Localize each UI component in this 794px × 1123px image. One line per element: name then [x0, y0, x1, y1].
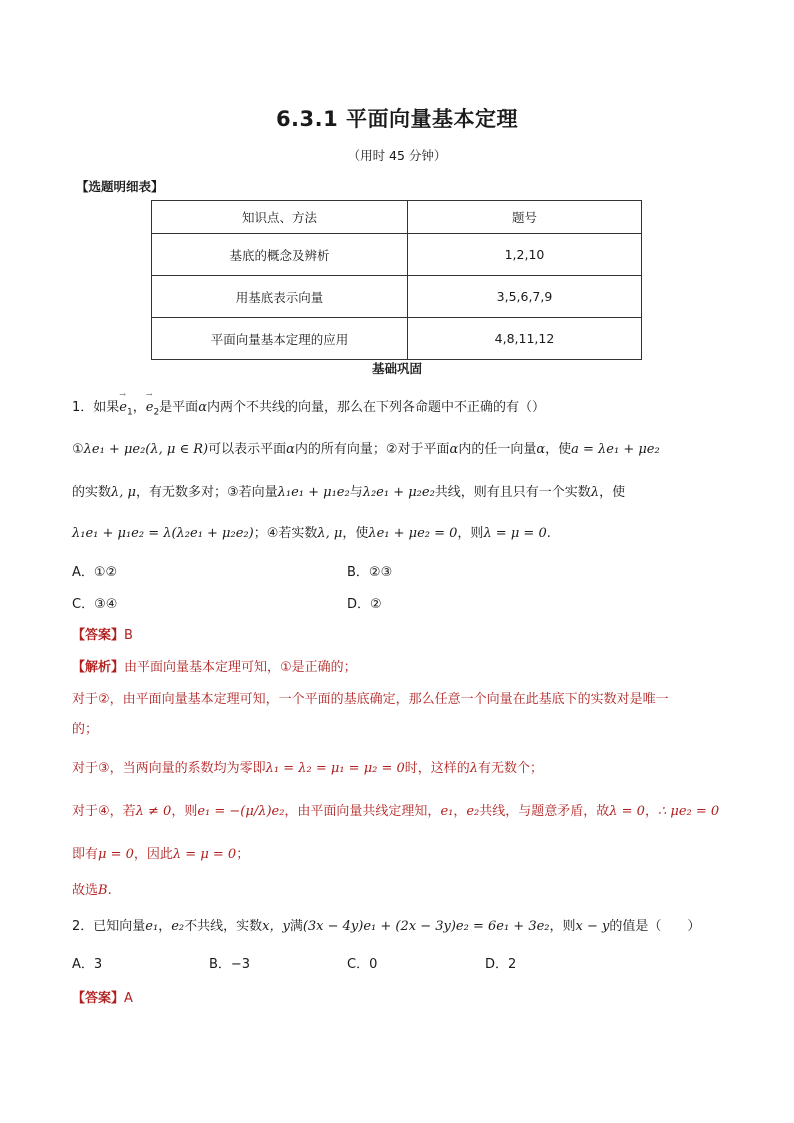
- answer-label: 【答案】: [72, 628, 125, 643]
- q1-text: ，有无数多对；③若向量: [135, 485, 278, 500]
- table-cell: 1,2,10: [408, 234, 642, 276]
- q2-stem-text: ，: [158, 919, 172, 934]
- q1-option-b: B．②③: [347, 565, 393, 580]
- math-expression: a = λe₁ + μe₂: [571, 442, 660, 457]
- table-header-row: [152, 201, 642, 234]
- math-expression: λ ≠ 0: [135, 804, 172, 819]
- math-expression: x − y: [575, 919, 610, 934]
- q1-option-a: A．①②: [72, 565, 118, 580]
- math-expression: ∴ μe₂ = 0: [657, 804, 720, 819]
- math-expression: λ₂e₁ + μ₂e₂: [362, 485, 435, 500]
- q2-option-b: B．−3: [209, 957, 251, 972]
- math-expression: λ, μ: [317, 526, 343, 541]
- table-row: [152, 276, 642, 318]
- analysis-text: 故选: [72, 883, 99, 898]
- q1-stem: 1．如果→ $e_1$，→ $e_2$是平面α内两个不共线的向量，那么在下列各命题中不正确的有（）: [72, 396, 545, 418]
- q1-line-3: [72, 481, 625, 500]
- q2-stem: [72, 915, 700, 934]
- q1-option-c: C．③④: [72, 597, 118, 612]
- q1-text: ，使: [545, 442, 572, 457]
- answer-value: A: [124, 991, 133, 1006]
- q2-stem-text: 满: [289, 919, 303, 934]
- table-cell: 4,8,11,12: [408, 318, 642, 360]
- q1-analysis-line-2: 对于②，由平面向量基本定理可知，一个平面的基底确定，那么任意一个向量在此基底下的实数对是唯一: [72, 692, 669, 707]
- q1-stem-text: 是平面: [159, 400, 199, 415]
- math-expression: λ₁ = λ₂ = μ₁ = μ₂ = 0: [265, 761, 405, 776]
- analysis-text: ，则: [171, 804, 198, 819]
- q2-stem-text: 2．已知向量: [72, 919, 146, 934]
- math-expression: e₁: [440, 804, 454, 819]
- analysis-text: ；: [236, 847, 250, 862]
- analysis-text: 有无数个；: [478, 761, 544, 776]
- math-expression: λ₁e₁ + μ₁e₂ = λ(λ₂e₁ + μ₂e₂): [72, 526, 254, 541]
- analysis-text: 时，这样的: [404, 761, 470, 776]
- alpha-symbol: α: [198, 400, 207, 415]
- table-row: [152, 234, 642, 276]
- q1-text: 内的任一向量: [458, 442, 537, 457]
- q1-text: ，使: [599, 485, 626, 500]
- math-expression: x，y: [262, 919, 290, 934]
- vector-e1: → e: [119, 400, 127, 415]
- table-header-cell: 知识点、方法: [152, 201, 408, 234]
- math-expression: μ = 0: [98, 847, 134, 862]
- section-heading: 基础巩固: [371, 361, 422, 376]
- q2-stem-text: 的值是（ ）: [609, 919, 701, 934]
- table-label: 【选题明细表】: [76, 179, 164, 194]
- math-expression: λ = 0: [609, 804, 645, 819]
- q1-option-d: D．②: [347, 597, 382, 612]
- vector-e2: → e: [146, 400, 154, 415]
- page-subtitle: （用时 45 分钟）: [347, 148, 447, 163]
- math-expression: e₁ = −(μ/λ)e₂: [197, 804, 285, 819]
- alpha-symbol: α: [536, 442, 546, 457]
- analysis-label: 【解析】: [72, 660, 125, 675]
- q2-option-d: D．2: [485, 957, 517, 972]
- math-expression: (3x − 4y)e₁ + (2x − 3y)e₂ = 6e₁ + 3e₂: [302, 919, 550, 934]
- alpha-symbol: α: [286, 442, 295, 457]
- answer-label: 【答案】: [72, 991, 125, 1006]
- alpha-symbol: α: [449, 442, 459, 457]
- q1-text: 内的所有向量；②对于平面: [294, 442, 450, 457]
- table-cell: 用基底表示向量: [152, 276, 408, 318]
- q1-analysis-line-3: 的；: [72, 722, 99, 737]
- q1-analysis-line-4: [72, 757, 543, 776]
- q1-text: ，使: [342, 526, 369, 541]
- q1-text: 共线，则有且只有一个实数: [434, 485, 591, 500]
- q1-analysis-line-6: [72, 843, 249, 862]
- analysis-text: B.: [98, 883, 112, 898]
- math-expression: λ: [469, 761, 479, 776]
- q1-text: 的实数: [72, 485, 112, 500]
- math-expression: λ, μ: [111, 485, 136, 500]
- q1-analysis-line-7: [72, 879, 112, 898]
- q1-analysis-line-1: [72, 656, 357, 675]
- table-header-cell: 题号: [408, 201, 642, 234]
- math-expression: λ₁e₁ + μ₁e₂: [277, 485, 350, 500]
- q2-option-a: A．3: [72, 957, 103, 972]
- analysis-text: 共线，与题意矛盾，故: [479, 804, 610, 819]
- q1-text: 可以表示平面: [208, 442, 287, 457]
- analysis-text: ，由平面向量共线定理知，: [284, 804, 441, 819]
- analysis-text: ，: [644, 804, 658, 819]
- table-row: [152, 318, 642, 360]
- q1-analysis-line-5: [72, 800, 719, 819]
- q1-stem-text: 内两个不共线的向量，那么在下列各命题中不正确的有（）: [206, 400, 545, 415]
- answer-value: B: [124, 628, 133, 643]
- analysis-text: 由平面向量基本定理可知，①是正确的；: [124, 660, 357, 675]
- math-expression: λ = μ = 0: [172, 847, 237, 862]
- table-cell: 基底的概念及辨析: [152, 234, 408, 276]
- vector-e2: e₂: [171, 919, 185, 934]
- table-cell: 3,5,6,7,9: [408, 276, 642, 318]
- q1-answer: [72, 624, 133, 643]
- table-cell: 平面向量基本定理的应用: [152, 318, 408, 360]
- q2-option-c: C．0: [347, 957, 378, 972]
- analysis-text: 对于④，若: [72, 804, 136, 819]
- math-expression: λe₁ + μe₂ = 0: [368, 526, 458, 541]
- knowledge-table: [151, 200, 642, 360]
- q2-stem-text: ，则: [549, 919, 576, 934]
- math-expression: λ = μ = 0: [483, 526, 547, 541]
- math-expression: λ: [590, 485, 600, 500]
- q1-text: 与: [349, 485, 363, 500]
- q1-text: ①: [72, 442, 84, 457]
- math-expression: λe₁ + μe₂(λ, μ ∈ R): [83, 442, 209, 457]
- analysis-text: 即有: [72, 847, 99, 862]
- page-title: 6.3.1 平面向量基本定理: [275, 107, 519, 131]
- q1-line-4: [72, 522, 551, 541]
- q1-text: ，则: [457, 526, 484, 541]
- analysis-text: ，因此: [133, 847, 173, 862]
- vector-e1: e₁: [145, 919, 159, 934]
- q2-answer: [72, 987, 133, 1006]
- q2-stem-text: 不共线，实数: [184, 919, 263, 934]
- q1-stem-text: 1．如果: [72, 400, 120, 415]
- analysis-text: ，: [453, 804, 467, 819]
- q1-text: ；④若实数: [253, 526, 318, 541]
- math-expression: e₂: [466, 804, 480, 819]
- q1-line-2: [72, 438, 660, 457]
- q1-text: .: [546, 526, 551, 541]
- analysis-text: 对于③，当两向量的系数均为零即: [72, 761, 266, 776]
